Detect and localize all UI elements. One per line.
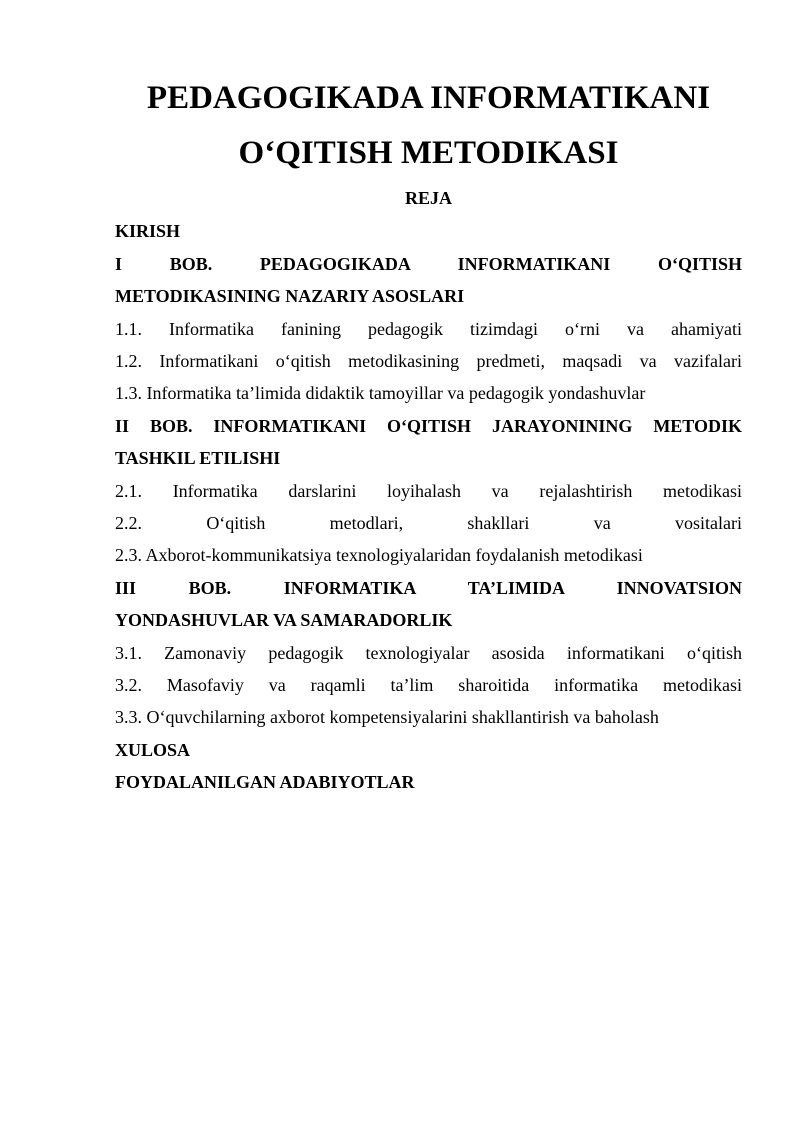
chapter-1-item-1: 1.1. Informatika fanining pedagogik tizimdagi o‘rni va ahamiyati (115, 319, 742, 339)
references-heading: FOYDALANILGAN ADABIYOTLAR (115, 772, 415, 792)
chapter-3-item-1: 3.1. Zamonaviy pedagogik texnologiyalar asosida informatikani o‘qitish (115, 643, 742, 663)
chapter-3-item-3: 3.3. O‘quvchilarning axborot kompetensiyalarini shakllantirish va baholash (115, 707, 659, 727)
intro-heading: KIRISH (115, 221, 181, 241)
chapter-3-item-2: 3.2. Masofaviy va raqamli ta’lim sharoitida informatika metodikasi (115, 675, 742, 695)
chapter-1-heading-line-1: I BOB. PEDAGOGIKADA INFORMATIKANI O‘QITISH (115, 254, 742, 274)
chapter-2-heading-line-2: TASHKIL ETILISHI (115, 448, 281, 468)
conclusion-heading: XULOSA (115, 740, 191, 760)
document-title-line-1: PEDAGOGIKADA INFORMATIKANI (146, 80, 711, 116)
chapter-1-item-3: 1.3. Informatika ta’limida didaktik tamoyillar va pedagogik yondashuvlar (115, 383, 646, 403)
chapter-2-item-3: 2.3. Axborot-kommunikatsiya texnologiyalaridan foydalanish metodikasi (115, 545, 643, 565)
chapter-2-heading-line-1: II BOB. INFORMATIKANI O‘QITISH JARAYONINING METODIK (115, 416, 742, 436)
chapter-2-item-2: 2.2. O‘qitish metodlari, shakllari va vositalari (115, 513, 742, 533)
document-title-line-2: O‘QITISH METODIKASI (238, 135, 619, 171)
plan-heading: REJA (404, 188, 452, 208)
chapter-3-heading-line-1: III BOB. INFORMATIKA TA’LIMIDA INNOVATSION (115, 578, 742, 598)
chapter-3-heading-line-2: YONDASHUVLAR VA SAMARADORLIK (115, 610, 453, 630)
chapter-1-item-2: 1.2. Informatikani o‘qitish metodikasining predmeti, maqsadi va vazifalari (115, 351, 742, 371)
chapter-2-item-1: 2.1. Informatika darslarini loyihalash va rejalashtirish metodikasi (115, 481, 742, 501)
chapter-1-heading-line-2: METODIKASINING NAZARIY ASOSLARI (115, 286, 465, 306)
